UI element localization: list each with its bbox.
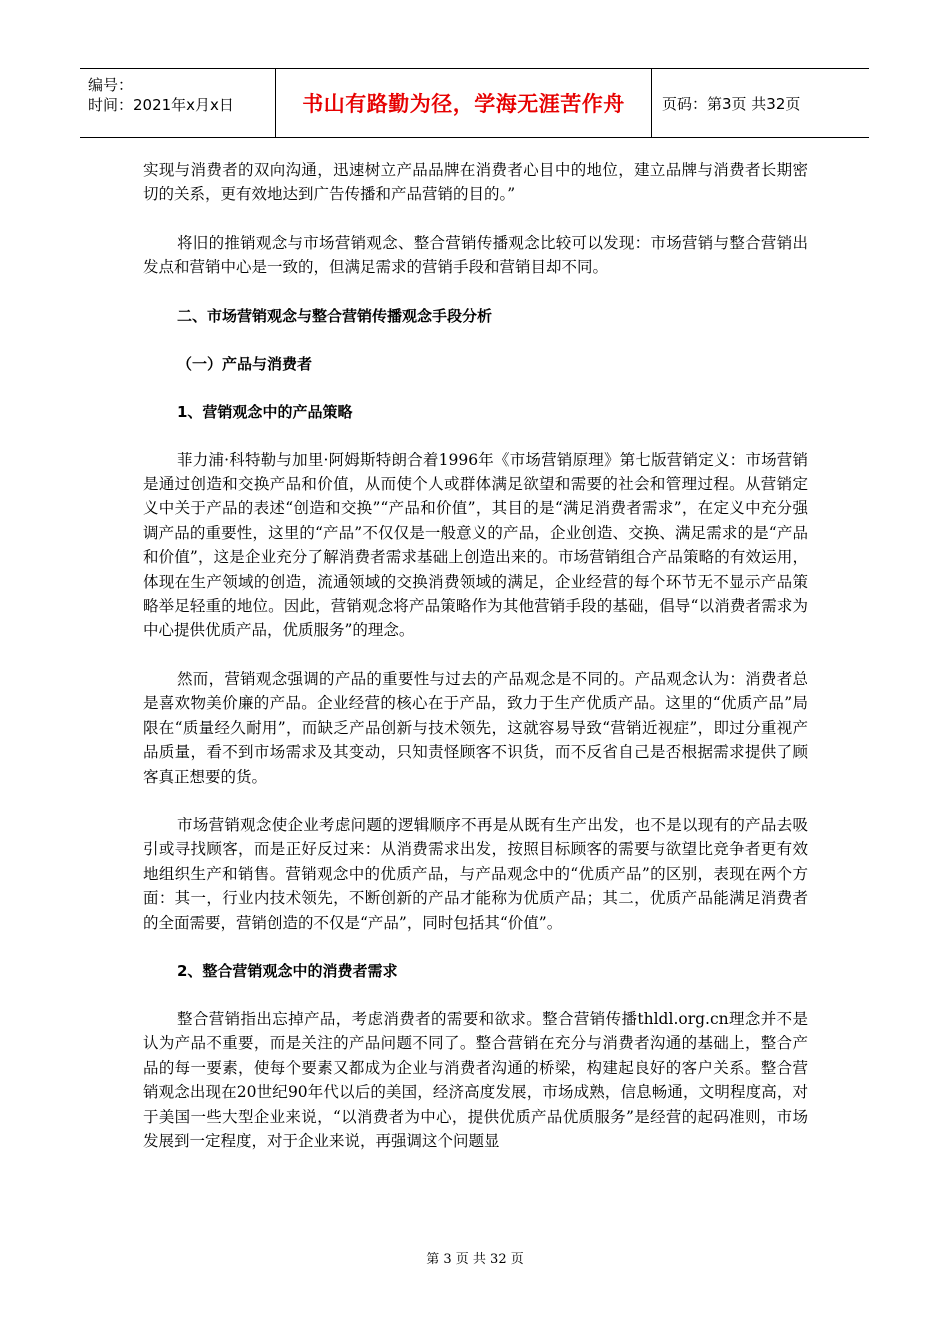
subsection-heading: （一）产品与消费者 [177, 354, 313, 373]
paragraph: 菲力浦·科特勒与加里·阿姆斯特朗合着1996年《市场营销原理》第七版营销定义：市场营销是通过创造和交换产品和价值，从而使个人或群体满足欲望和需要的社会和管理过程。从营销定义中关于产品的表述“创造和交换”“产品和价值”，其目的是“满足消费者需求”，在定义中充分强调产品的重要性，这里的“产品”不仅仅是一般意义的产品，企业创造、交换、满足需求的是“产品和价值”，这是企业充分了解消费者需求基础上创造出来的。市场营销组合产品策略的有效运用，体现在生产领域的创造，流通领域的交换消费领域的满足，企业经营的每个环节无不显示产品策略举足轻重的地位。因此，营销观念将产品策略作为其他营销手段的基础，倡导“以消费者需求为中心提供优质产品，优质服务”的理念。 [143, 450, 808, 640]
document-date: 时间：2021年x月x日 [88, 96, 234, 114]
document-body [143, 158, 808, 1153]
header-meta [80, 69, 276, 137]
paragraph: 市场营销观念使企业考虑问题的逻辑顺序不再是从既有生产出发，也不是以现有的产品去吸引或寻找顾客，而是正好反过来：从消费需求出发，按照目标顾客的需要与欲望比竞争者更有效地组织生产和销售。营销观念中的优质产品，与产品观念中的“优质产品”的区别，表现在两个方面：其一，行业内技术领先，不断创新的产品才能称为优质产品；其二，优质产品能满足消费者的全面需要，营销创造的不仅是“产品”，同时包括其“价值”。 [143, 815, 808, 932]
section-heading: 二、市场营销观念与整合营销传播观念手段分析 [177, 306, 493, 325]
page-footer: 第 3 页 共 32 页 [426, 1252, 524, 1267]
header-page-indicator: 页码：第3页 共32页 [662, 94, 801, 113]
paragraph: 实现与消费者的双向沟通，迅速树立产品品牌在消费者心目中的地位，建立品牌与消费者长期密切的关系，更有效地达到广告传播和产品营销的目的。” [143, 161, 808, 204]
subsubsection-heading: 2、整合营销观念中的消费者需求 [177, 961, 398, 980]
document-number-label: 编号： [88, 76, 134, 94]
subsubsection-heading: 1、营销观念中的产品策略 [177, 402, 353, 421]
page-header [80, 68, 869, 138]
header-motto: 书山有路勤为径，学海无涯苦作舟 [276, 69, 652, 137]
paragraph: 整合营销指出忘掉产品，考虑消费者的需要和欲求。整合营销传播thldl.org.cn理念并不是认为产品不重要，而是关注的产品问题不同了。整合营销在充分与消费者沟通的基础上，整合产品的每一要素，使每个要素又都成为企业与消费者沟通的桥梁，构建起良好的客户关系。整合营销观念出现在20世纪90年代以后的美国，经济高度发展，市场成熟，信息畅通，文明程度高，对于美国一些大型企业来说，“以消费者为中心，提供优质产品优质服务”是经营的起码准则，市场发展到一定程度，对于企业来说，再强调这个问题显 [143, 1009, 808, 1150]
paragraph: 然而，营销观念强调的产品的重要性与过去的产品观念是不同的。产品观念认为：消费者总是喜欢物美价廉的产品。企业经营的核心在于产品，致力于生产优质产品。这里的“优质产品”局限在“质量经久耐用”，而缺乏产品创新与技术领先，这就容易导致“营销近视症”，即过分重视产品质量，看不到市场需求及其变动，只知责怪顾客不识货，而不反省自己是否根据需求提供了顾客真正想要的货。 [143, 669, 808, 786]
paragraph: 将旧的推销观念与市场营销观念、整合营销传播观念比较可以发现：市场营销与整合营销出发点和营销中心是一致的，但满足需求的营销手段和营销目却不同。 [143, 233, 808, 277]
